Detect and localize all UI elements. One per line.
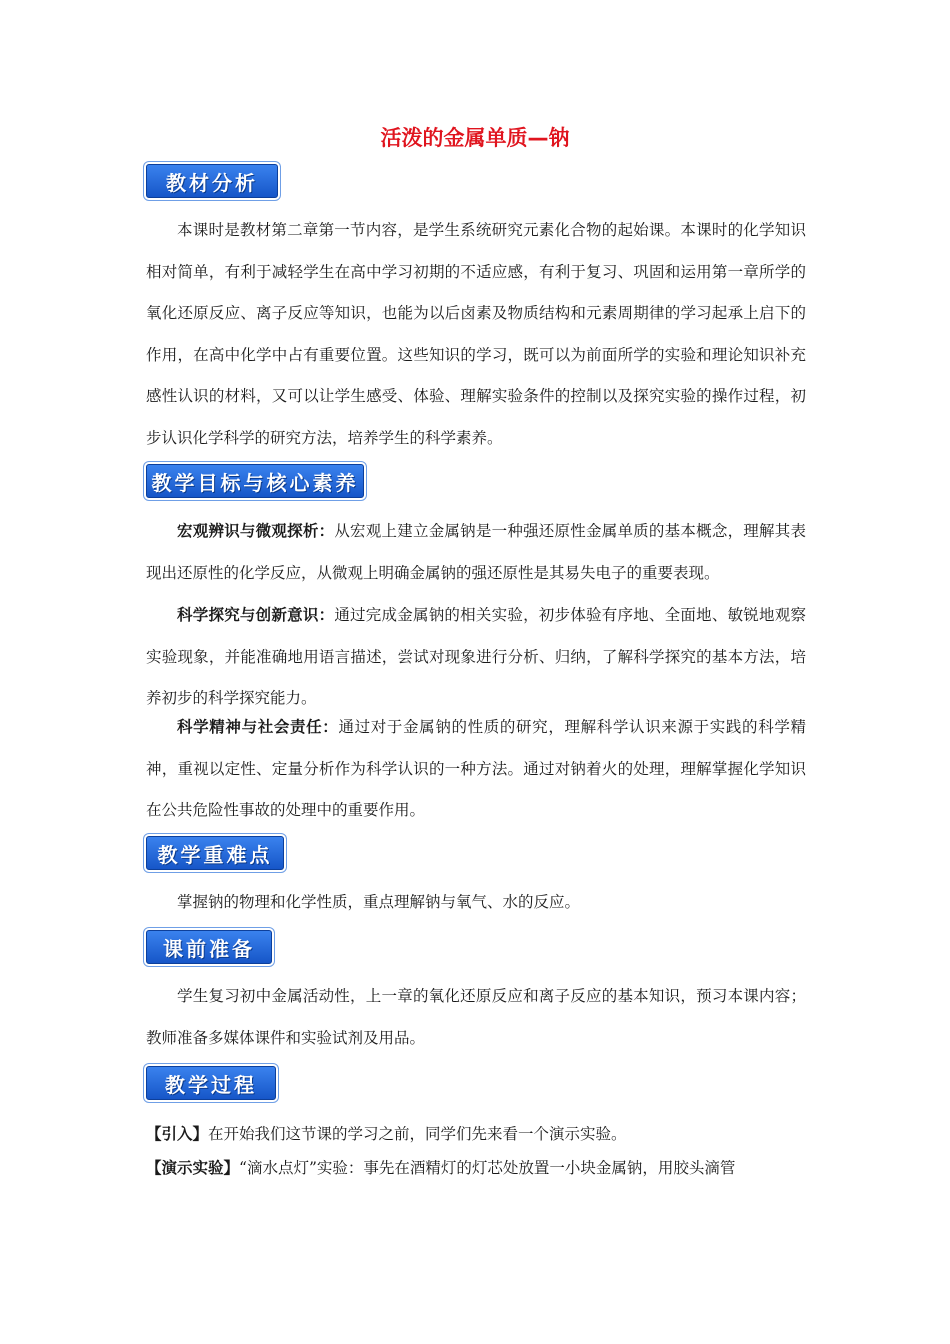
keypoints-paragraph: 掌握钠的物理和化学性质，重点理解钠与氧气、水的反应。 [177,893,581,911]
objective-text: 从宏观上建立金属钠是一种强还原性金属单质的基本概念，理解其表现出还原性的化学反应，从微观上明确金属钠的强还原性是其易失电子的重要表现。 [146,522,806,582]
analysis-paragraph: 本课时是教材第二章第一节内容，是学生系统研究元素化合物的起始课。本课时的化学知识相对简单，有利于减轻学生在高中学习初期的不适应感，有利于复习、巩固和运用第一章所学的氧化还原反应、离子反应等知识，也能为以后卤素及物质结构和元素周期律的学习起承上启下的作用，在高中化学中占有重要位置。这些知识的学习，既可以为前面所学的实验和理论知识补充感性认识的材料，又可以让学生感受、体验、理解实验条件的控制以及探究实验的操作过程，初步认识化学科学的研究方法，培养学生的科学素养。 [146,221,806,447]
process-demo [146,1154,806,1182]
demo-label: 【演示实验】 [146,1158,240,1177]
preparation-paragraph: 学生复习初中金属活动性，上一章的氧化还原反应和离子反应的基本知识，预习本课内容；教师准备多媒体课件和实验试剂及用品。 [146,987,806,1047]
objective-text: 通过完成金属钠的相关实验，初步体验有序地、全面地、敏锐地观察实验现象，并能准确地用语言描述，尝试对现象进行分析、归纳，了解科学探究的基本方法，培养初步的科学探究能力。 [146,606,806,707]
section-heading-keypoints: 教学重难点 [146,836,284,870]
document-title: 活泼的金属单质—钠 [380,126,570,150]
objective-item [146,510,806,594]
objective-label: 科学精神与社会责任： [177,717,339,736]
objective-label: 科学探究与创新意识： [177,605,335,624]
objective-text: 通过对于金属钠的性质的研究，理解科学认识来源于实践的科学精神，重视以定性、定量分析作为科学认识的一种方法。通过对钠着火的处理，理解掌握化学知识在公共危险性事故的处理中的重要作用。 [146,718,806,819]
section-heading-preparation: 课前准备 [146,930,272,964]
section-heading-analysis: 教材分析 [146,164,278,198]
section-heading-objectives: 教学目标与核心素养 [146,464,364,498]
objective-label: 宏观辨识与微观探析： [177,521,335,540]
demo-text: “滴水点灯”实验：事先在酒精灯的灯芯处放置一小块金属钠，用胶头滴管 [239,1159,736,1177]
objective-item [146,594,806,720]
intro-label: 【引入】 [146,1124,209,1143]
objective-item [146,706,806,832]
intro-text: 在开始我们这节课的学习之前，同学们先来看一个演示实验。 [208,1125,627,1143]
section-heading-process: 教学过程 [146,1066,276,1100]
process-intro [146,1120,806,1148]
